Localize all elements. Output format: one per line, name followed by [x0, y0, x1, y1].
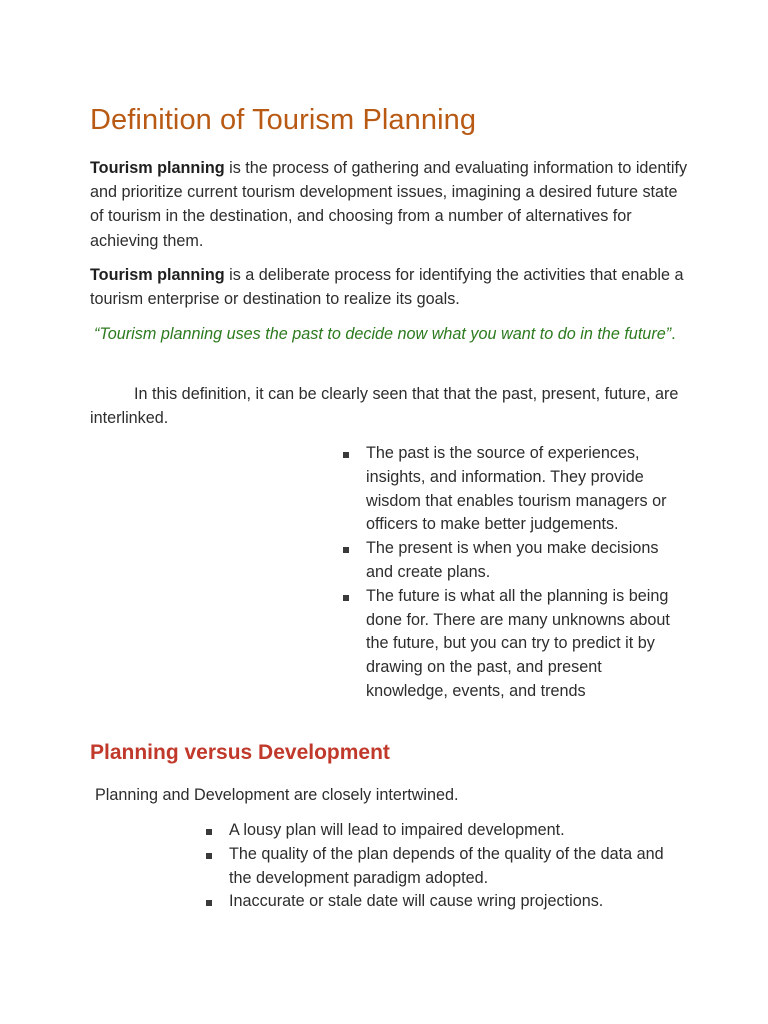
list-item: [342, 537, 687, 585]
list-item-text: The past is the source of experiences, insights, and information. They provide wisdom that enables tourism managers or officers to make better judgements.: [366, 444, 667, 534]
intertwined-paragraph: Planning and Development are closely intertwined.: [95, 786, 459, 804]
time-bullet-list: [342, 442, 687, 704]
term-tourism-planning: Tourism planning: [90, 266, 225, 284]
list-item: [205, 819, 685, 843]
definition-text-2: is a deliberate process for identifying the activities that enable a tourism enterprise or destination to realize its goals.: [90, 266, 684, 309]
square-bullet-icon: [206, 853, 212, 859]
quote-paragraph: [94, 322, 694, 346]
list-item: [205, 890, 685, 914]
page-title: Definition of Tourism Planning: [90, 104, 477, 136]
list-item-text: The future is what all the planning is being done for. There are many unknowns about the future, but you can try to predict it by drawing on the past, and present knowledge, events, and trends: [366, 586, 670, 700]
section-heading-planning-vs-development: Planning versus Development: [90, 741, 390, 764]
list-item-text: A lousy plan will lead to impaired development.: [229, 821, 565, 839]
list-item: [342, 442, 687, 537]
definition-text-1: is the process of gathering and evaluating information to identify and prioritize current tourism development issues, imagining a desired future state of tourism in the destination, and choosing from a number of alternatives for achieving them.: [90, 159, 688, 250]
definition-paragraph-2: [90, 263, 690, 311]
list-item-text: Inaccurate or stale date will cause wring projections.: [229, 892, 604, 911]
definition-paragraph-1: [90, 156, 690, 253]
square-bullet-icon: [206, 900, 212, 906]
list-item: [205, 843, 685, 891]
list-item-text: The quality of the plan depends of the quality of the data and the development paradigm adopted.: [229, 844, 664, 887]
list-item-text: The present is when you make decisions and create plans.: [366, 539, 659, 581]
square-bullet-icon: [343, 547, 349, 553]
interlinked-paragraph: [90, 382, 690, 430]
term-tourism-planning: Tourism planning: [90, 159, 225, 177]
quote-text: “Tourism planning uses the past to decide now what you want to do in the future”: [94, 325, 672, 343]
interlinked-text: In this definition, it can be clearly seen that that the past, present, future, are interlinked.: [90, 385, 679, 428]
list-item: [342, 585, 687, 704]
square-bullet-icon: [343, 452, 349, 458]
square-bullet-icon: [206, 829, 212, 835]
quote-end: .: [671, 325, 676, 343]
development-bullet-list: [205, 819, 685, 914]
square-bullet-icon: [343, 595, 349, 601]
